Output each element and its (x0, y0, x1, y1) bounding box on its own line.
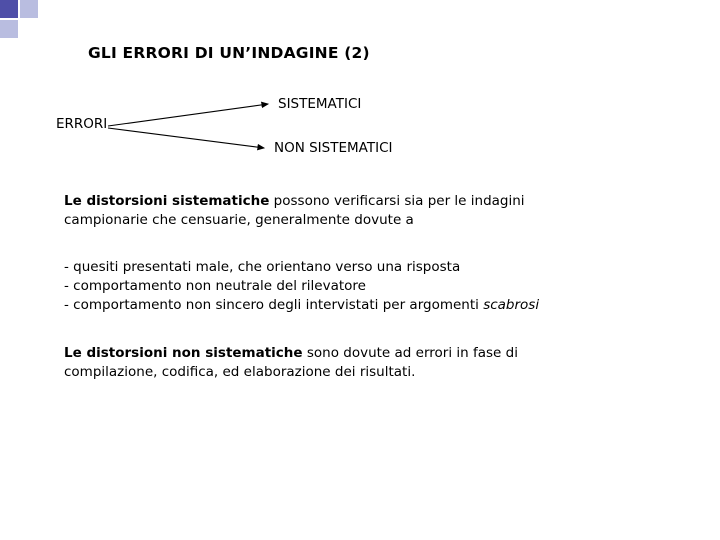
diagram-arrows (56, 96, 476, 171)
deco-square-dark (0, 0, 18, 18)
paragraph-3-bold-lead: Le distorsioni non sistematiche (64, 345, 303, 361)
paragraph-1-bold-lead: Le distorsioni sistematiche (64, 193, 270, 209)
diagram-node-non-sistematici: NON SISTEMATICI (274, 140, 393, 156)
list-item: - comportamento non neutrale del rilevatore (64, 278, 366, 294)
list-item-3-italic-tail: scabrosi (483, 297, 540, 313)
list-item (64, 296, 684, 315)
paragraph-1-line-2: campionarie che censuarie, generalmente dovute a (64, 212, 414, 228)
paragraph-1-line-1-rest: possono verificarsi sia per le indagini (269, 193, 525, 209)
deco-square-light-top (20, 0, 38, 18)
paragraph-3-line-1-rest: sono dovute ad errori in fase di (302, 345, 518, 361)
diagram-node-errori: ERRORI (56, 116, 108, 132)
list-item: - quesiti presentati male, che orientano verso una risposta (64, 259, 461, 275)
paragraph-non-systematic-distortions (64, 344, 664, 382)
slide-title: GLI ERRORI DI UN’INDAGINE (2) (88, 44, 370, 62)
paragraph-3-line-2: compilazione, codifica, ed elaborazione dei risultati. (64, 364, 416, 380)
paragraph-systematic-distortions (64, 192, 664, 230)
causes-list (64, 258, 684, 315)
deco-square-light-left (0, 20, 18, 38)
errors-branch-diagram (56, 96, 476, 171)
list-item-3-text: - comportamento non sincero degli intervistati per argomenti (64, 297, 484, 313)
deco-square-blank (20, 20, 38, 38)
diagram-node-sistematici: SISTEMATICI (278, 96, 362, 112)
corner-decoration (0, 0, 60, 40)
